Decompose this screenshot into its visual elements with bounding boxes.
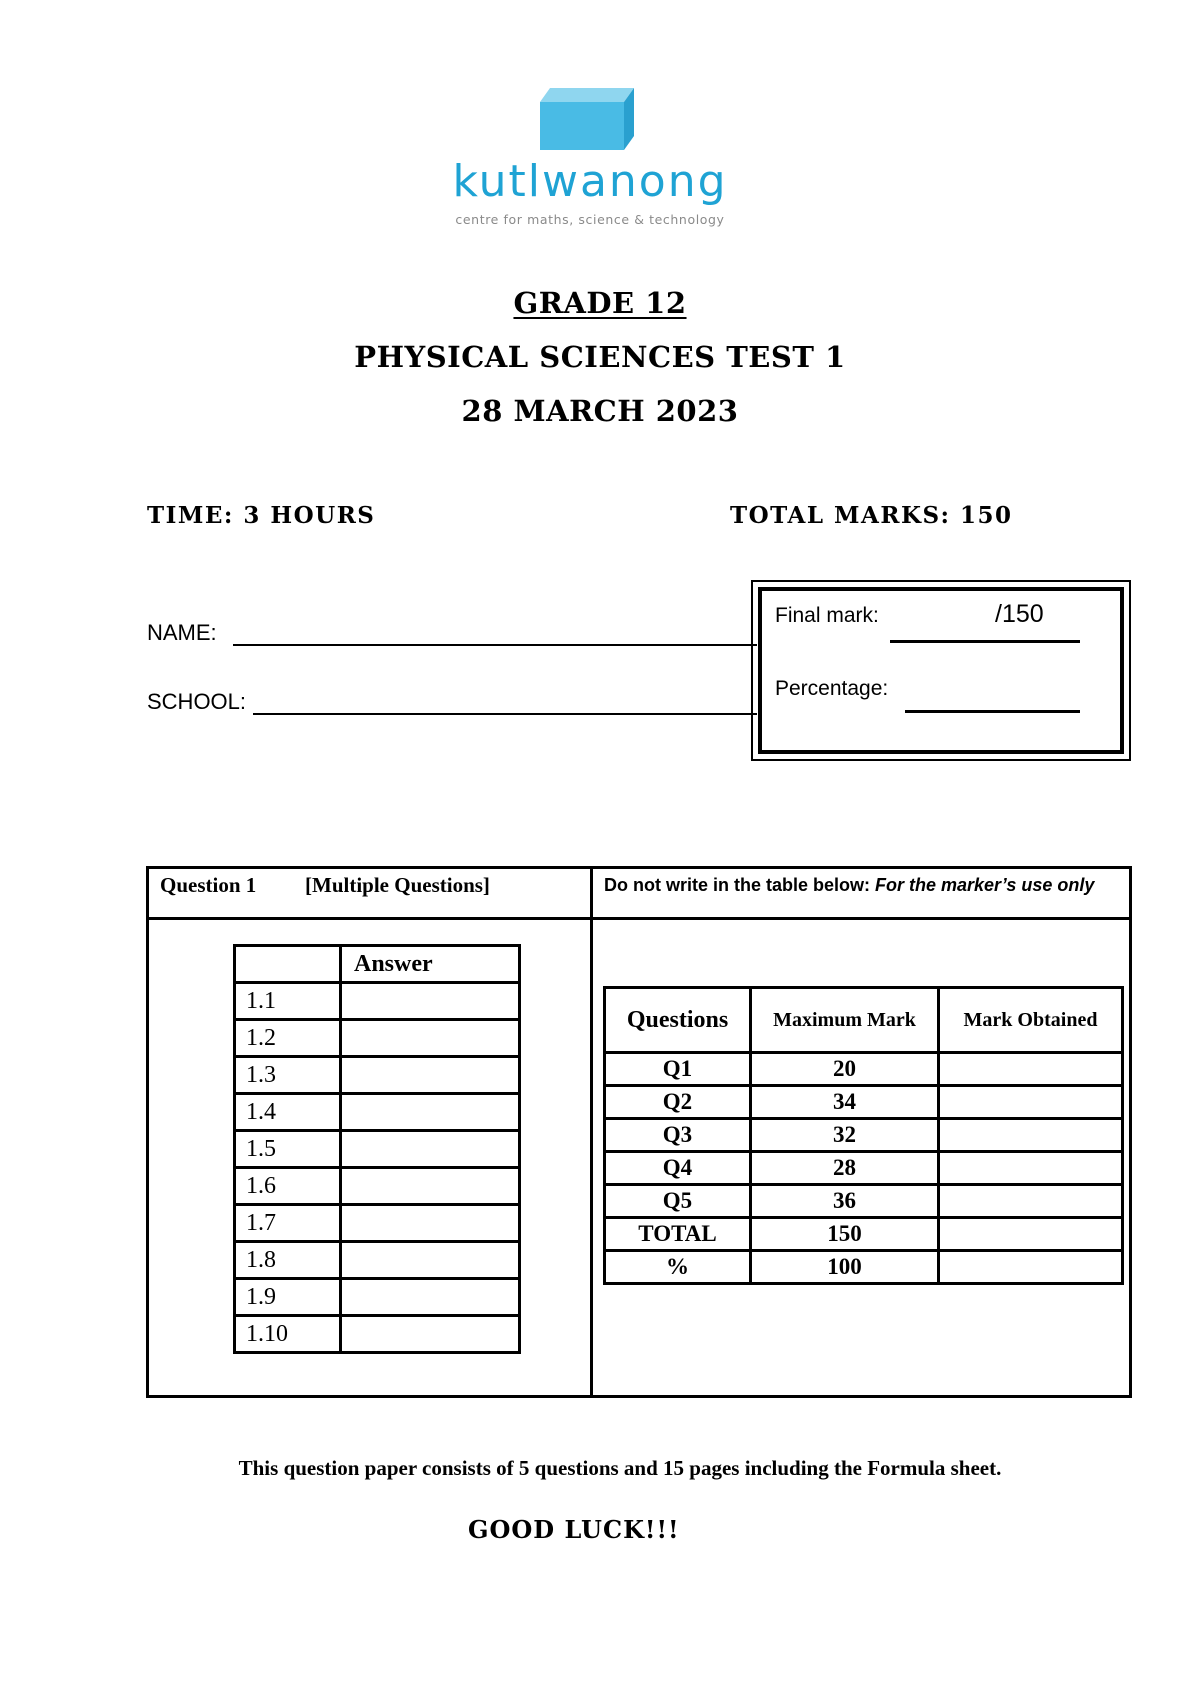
table-row <box>235 946 520 983</box>
row-mark-obtained[interactable] <box>939 1185 1123 1218</box>
table-row <box>235 1057 520 1094</box>
question-number: 1.7 <box>235 1205 341 1242</box>
name-field[interactable] <box>233 644 757 646</box>
table-row <box>235 1279 520 1316</box>
grade-title: GRADE 12 <box>513 286 687 320</box>
school-label: SCHOOL: <box>147 689 247 714</box>
time-info: TIME: 3 HOURS <box>147 502 376 529</box>
row-max-mark: 32 <box>751 1119 939 1152</box>
row-question: Q4 <box>605 1152 751 1185</box>
table-row <box>235 1131 520 1168</box>
row-question: % <box>605 1251 751 1284</box>
question1-label: Question 1 <box>160 873 257 897</box>
good-luck-text: GOOD LUCK!!! <box>468 1515 680 1544</box>
paper-info-note: This question paper consists of 5 questions and 15 pages including the Formula sheet. <box>238 1456 1002 1480</box>
question1-subtitle: [Multiple Questions] <box>305 873 490 897</box>
row-max-mark: 28 <box>751 1152 939 1185</box>
marker-note <box>604 875 1094 896</box>
table-row <box>605 1053 1123 1086</box>
marker-note-bold: Do not write in the table below: <box>604 875 876 895</box>
row-mark-obtained[interactable] <box>939 1053 1123 1086</box>
marker-note-italic: For the marker’s use only <box>875 875 1095 895</box>
answer-table <box>233 944 521 1354</box>
answer-cell[interactable] <box>341 1168 520 1205</box>
table-header-row <box>605 988 1123 1053</box>
marks-table <box>603 986 1124 1285</box>
final-mark-value: /150 <box>995 600 1044 628</box>
answer-header: Answer <box>341 946 520 983</box>
table-row <box>235 1094 520 1131</box>
row-mark-obtained[interactable] <box>939 1152 1123 1185</box>
row-question: Q5 <box>605 1185 751 1218</box>
table-row <box>235 1242 520 1279</box>
frame-divider-horizontal <box>146 917 1132 920</box>
question-number: 1.4 <box>235 1094 341 1131</box>
question-number: 1.3 <box>235 1057 341 1094</box>
table-row <box>605 1086 1123 1119</box>
total-marks-info: TOTAL MARKS: 150 <box>730 502 1013 529</box>
answer-cell[interactable] <box>341 1057 520 1094</box>
table-row <box>605 1218 1123 1251</box>
logo-cube-icon <box>540 88 634 150</box>
frame-divider-vertical <box>590 866 593 1398</box>
header-max-mark: Maximum Mark <box>751 988 939 1053</box>
question-number: 1.5 <box>235 1131 341 1168</box>
question-number: 1.10 <box>235 1316 341 1353</box>
table-row <box>605 1119 1123 1152</box>
answer-cell[interactable] <box>341 1205 520 1242</box>
question-number: 1.8 <box>235 1242 341 1279</box>
name-label: NAME: <box>147 620 217 645</box>
table-row <box>605 1251 1123 1284</box>
question-number: 1.9 <box>235 1279 341 1316</box>
final-mark-label: Final mark: <box>775 604 879 627</box>
header-questions: Questions <box>605 988 751 1053</box>
row-max-mark: 20 <box>751 1053 939 1086</box>
row-question: TOTAL <box>605 1218 751 1251</box>
table-row <box>605 1152 1123 1185</box>
answer-cell[interactable] <box>341 1242 520 1279</box>
table-row <box>605 1185 1123 1218</box>
row-mark-obtained[interactable] <box>939 1086 1123 1119</box>
row-question: Q1 <box>605 1053 751 1086</box>
final-mark-field[interactable] <box>890 640 1080 643</box>
school-field[interactable] <box>253 713 757 715</box>
row-question: Q3 <box>605 1119 751 1152</box>
answer-cell[interactable] <box>341 1094 520 1131</box>
table-row <box>235 1020 520 1057</box>
logo-tagline: centre for maths, science & technology <box>455 212 725 227</box>
percentage-label: Percentage: <box>775 677 889 700</box>
header-mark-obtained: Mark Obtained <box>939 988 1123 1053</box>
table-row <box>235 1168 520 1205</box>
table-row <box>235 1205 520 1242</box>
row-mark-obtained[interactable] <box>939 1218 1123 1251</box>
question-number: 1.1 <box>235 983 341 1020</box>
row-mark-obtained[interactable] <box>939 1119 1123 1152</box>
row-mark-obtained[interactable] <box>939 1251 1123 1284</box>
date-title: 28 MARCH 2023 <box>461 394 739 428</box>
row-question: Q2 <box>605 1086 751 1119</box>
row-max-mark: 100 <box>751 1251 939 1284</box>
subject-title: PHYSICAL SCIENCES TEST 1 <box>354 340 846 374</box>
table-row <box>235 983 520 1020</box>
row-max-mark: 34 <box>751 1086 939 1119</box>
row-max-mark: 150 <box>751 1218 939 1251</box>
answer-cell[interactable] <box>341 1316 520 1353</box>
answer-cell[interactable] <box>341 1131 520 1168</box>
answer-cell[interactable] <box>341 1279 520 1316</box>
question-number: 1.6 <box>235 1168 341 1205</box>
question-number: 1.2 <box>235 1020 341 1057</box>
answer-cell[interactable] <box>341 1020 520 1057</box>
answer-cell[interactable] <box>341 983 520 1020</box>
logo-wordmark: kutlwanong <box>452 156 728 207</box>
row-max-mark: 36 <box>751 1185 939 1218</box>
percentage-field[interactable] <box>905 710 1080 713</box>
table-row <box>235 1316 520 1353</box>
